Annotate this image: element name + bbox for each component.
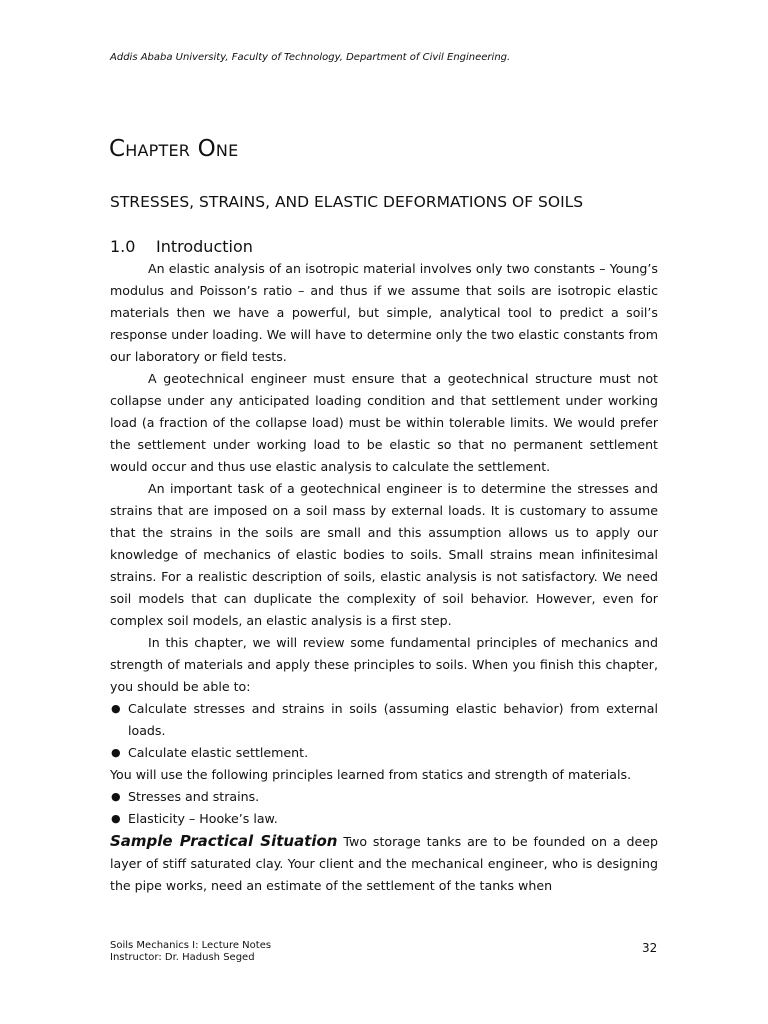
page-number: 32 — [642, 941, 658, 955]
section-heading — [110, 237, 253, 256]
footer-course: Soils Mechanics I: Lecture Notes — [110, 940, 272, 951]
list-item — [110, 808, 658, 830]
principles-list — [110, 786, 658, 830]
chapter-subtitle: STRESSES, STRAINS, AND ELASTIC DEFORMATIONS OF SOILS — [110, 193, 584, 211]
chapter-title: Chapter One — [109, 136, 239, 162]
bullet-icon: ● — [111, 812, 121, 825]
paragraph: A geotechnical engineer must ensure that a geotechnical structure must not collapse under any anticipated loading condition and that settlement under working load (a fraction of the collapse load) must be within tolerable limits. We would prefer the settlement under working load to be elastic so that no permanent settlement would occur and thus use elastic analysis to calculate the settlement. — [110, 371, 658, 474]
list-item — [110, 698, 658, 742]
paragraph: An elastic analysis of an isotropic material involves only two constants – Young’s modulus and Poisson’s ratio – and thus if we assume that soils are isotropic elastic materials then we have a powerful, but simple, analytical tool to predict a soil’s response under loading. We will have to determine only the two elastic constants from our laboratory or field tests. — [110, 261, 658, 364]
footer-instructor: Instructor: Dr. Hadush Seged — [110, 952, 255, 963]
body-text — [110, 258, 658, 897]
principles-intro: You will use the following principles learned from statics and strength of materials. — [110, 767, 632, 782]
section-number: 1.0 — [110, 237, 136, 256]
sample-practical-situation — [110, 830, 658, 897]
footer-info — [110, 940, 271, 964]
list-item — [110, 786, 658, 808]
sample-text: Two storage tanks are to be founded on a deep layer of stiff saturated clay. Your client and the mechanical engineer, who is designing the pipe works, need an estimate of the settlement of the tanks when — [110, 834, 658, 893]
list-item-text: Calculate elastic settlement. — [128, 745, 309, 760]
list-item — [110, 742, 658, 764]
list-item-text: Elasticity – Hooke’s law. — [128, 811, 278, 826]
sample-title: Sample Practical Situation — [110, 832, 338, 850]
list-item-text: Calculate stresses and strains in soils (assuming elastic behavior) from external loads. — [128, 701, 658, 738]
paragraph: In this chapter, we will review some fundamental principles of mechanics and strength of materials and apply these principles to soils. When you finish this chapter, you should be able to: — [110, 635, 658, 694]
list-item-text: Stresses and strains. — [128, 789, 260, 804]
section-title: Introduction — [156, 237, 253, 256]
bullet-icon: ● — [111, 702, 121, 715]
paragraph: An important task of a geotechnical engineer is to determine the stresses and strains that are imposed on a soil mass by external loads. It is customary to assume that the strains in the soils are small and this assumption allows us to apply our knowledge of mechanics of elastic bodies to soils. Small strains mean infinitesimal strains. For a realistic description of soils, elastic analysis is not satisfactory. We need soil models that can duplicate the complexity of soil behavior. However, even for complex soil models, an elastic analysis is a first step. — [110, 481, 658, 628]
running-header: Addis Ababa University, Faculty of Technology, Department of Civil Engineering. — [110, 52, 511, 63]
bullet-icon: ● — [111, 746, 121, 759]
objectives-list — [110, 698, 658, 764]
bullet-icon: ● — [111, 790, 121, 803]
